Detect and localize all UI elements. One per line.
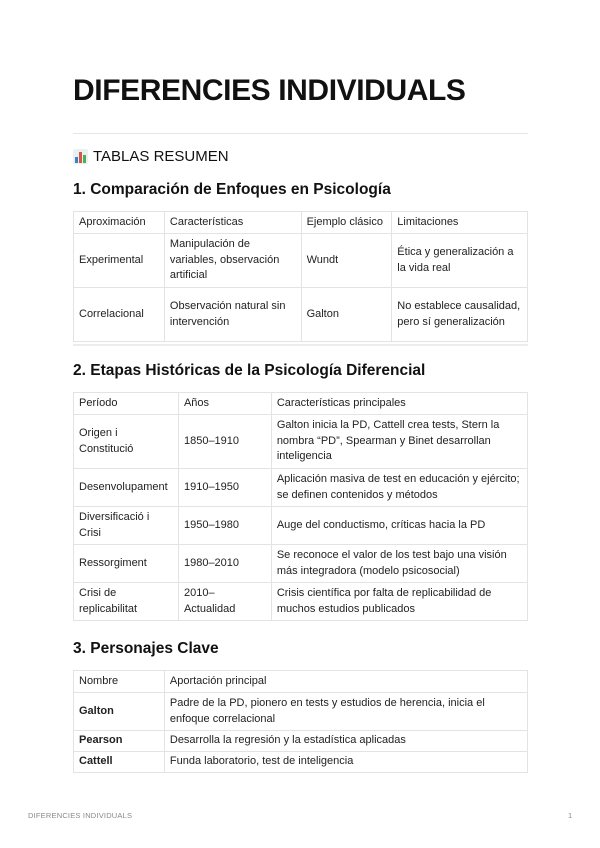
table-cell: Funda laboratorio, test de inteligencia: [164, 752, 527, 773]
table-cell: Manipulación de variables, observación artificial: [164, 234, 301, 288]
table-row: [74, 693, 528, 731]
table-header-row: [74, 671, 528, 693]
table3-heading: 3. Personajes Clave: [73, 640, 219, 657]
table-row: [74, 415, 528, 469]
column-header: Ejemplo clásico: [301, 212, 392, 234]
column-header: Aportación principal: [164, 671, 527, 693]
table-cell: Diversificació i Crisi: [74, 507, 179, 545]
table-cell: Cattell: [74, 752, 165, 773]
table-cell: 1850–1910: [178, 415, 271, 469]
table-cell: Se reconoce el valor de los test bajo una visión más integradora (modelo psicosocial): [271, 545, 527, 583]
table-cell: 1950–1980: [178, 507, 271, 545]
column-header: Características principales: [271, 393, 527, 415]
table1-heading: 1. Comparación de Enfoques en Psicología: [73, 181, 391, 198]
table-cell: Crisi de replicabilitat: [74, 583, 179, 621]
table-row: [74, 752, 528, 773]
key-figures-table: [73, 670, 528, 773]
column-header: Años: [178, 393, 271, 415]
table-cell: 1980–2010: [178, 545, 271, 583]
column-header: Nombre: [74, 671, 165, 693]
footer-title: DIFERENCIES INDIVIDUALS: [28, 811, 133, 820]
table-cell: Galton inicia la PD, Cattell crea tests, Stern la nombra “PD”, Spearman y Binet desarrollan inteligencia: [271, 415, 527, 469]
table-cell: Ressorgiment: [74, 545, 179, 583]
table-header-row: [74, 393, 528, 415]
table-header-row: [74, 212, 528, 234]
table-cell: Galton: [74, 693, 165, 731]
table-cell: Crisis científica por falta de replicabilidad de muchos estudios publicados: [271, 583, 527, 621]
table-cell: Auge del conductismo, críticas hacia la PD: [271, 507, 527, 545]
table-row: [74, 731, 528, 752]
column-header: Aproximación: [74, 212, 165, 234]
table-cell: Desenvolupament: [74, 469, 179, 507]
table-cell: No establece causalidad, pero sí generalización: [392, 288, 528, 342]
column-header: Características: [164, 212, 301, 234]
table-row: [74, 288, 528, 342]
table-cell: Pearson: [74, 731, 165, 752]
page-title: DIFERENCIES INDIVIDUALS: [73, 74, 466, 107]
table-cell: Origen i Constitució: [74, 415, 179, 469]
column-header: Limitaciones: [392, 212, 528, 234]
divider: [73, 133, 528, 134]
section-heading: [73, 148, 229, 165]
table-cell: Observación natural sin intervención: [164, 288, 301, 342]
column-header: Período: [74, 393, 179, 415]
table-bottom-rule: [73, 344, 528, 346]
table-cell: Aplicación masiva de test en educación y ejército; se definen contenidos y métodos: [271, 469, 527, 507]
table-cell: Correlacional: [74, 288, 165, 342]
history-table: [73, 392, 528, 621]
table2-heading: 2. Etapas Históricas de la Psicología Diferencial: [73, 362, 426, 379]
table-row: [74, 583, 528, 621]
table-row: [74, 545, 528, 583]
table-cell: Padre de la PD, pionero en tests y estudios de herencia, inicia el enfoque correlacional: [164, 693, 527, 731]
table-row: [74, 469, 528, 507]
table-cell: Galton: [301, 288, 392, 342]
table-cell: Desarrolla la regresión y la estadística aplicadas: [164, 731, 527, 752]
table-row: [74, 507, 528, 545]
comparison-table: [73, 211, 528, 342]
table-cell: Ética y generalización a la vida real: [392, 234, 528, 288]
page-number: 1: [568, 811, 573, 820]
table-cell: Wundt: [301, 234, 392, 288]
table-cell: Experimental: [74, 234, 165, 288]
table-cell: 2010–Actualidad: [178, 583, 271, 621]
table-cell: 1910–1950: [178, 469, 271, 507]
section-heading-label: TABLAS RESUMEN: [93, 148, 229, 165]
table-row: [74, 234, 528, 288]
bar-chart-icon: [73, 149, 88, 164]
